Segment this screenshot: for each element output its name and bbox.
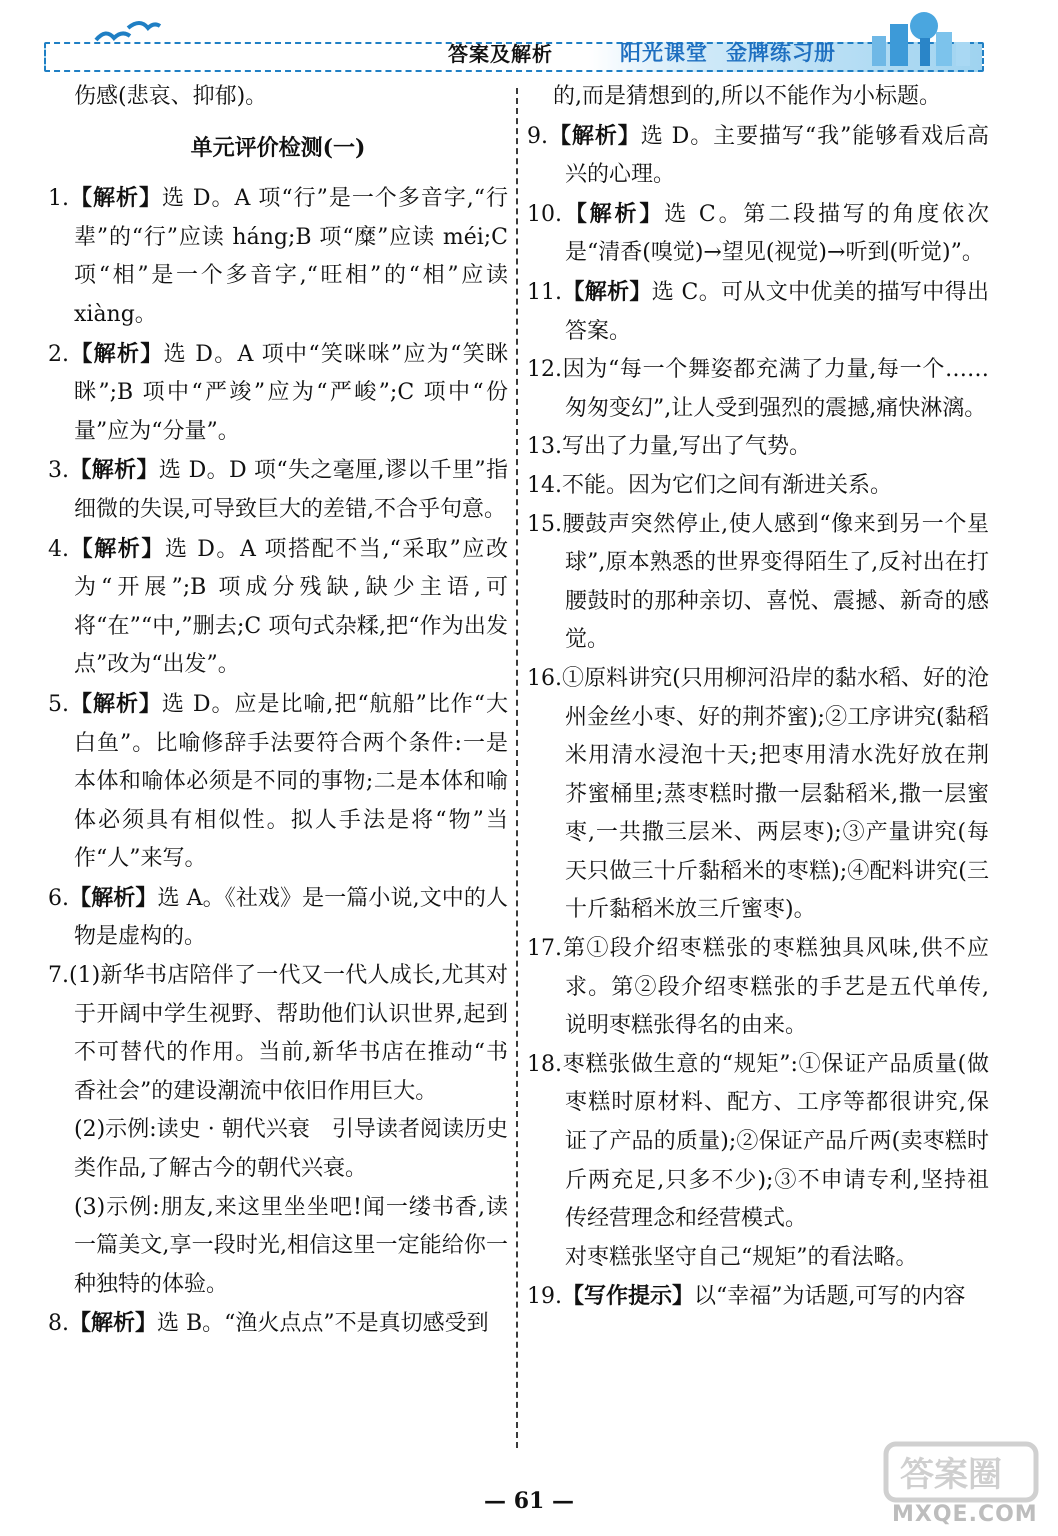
item-tag: 【解析】 bbox=[69, 690, 162, 717]
header-title: 答案及解析 bbox=[448, 42, 553, 66]
item-number: 19. bbox=[527, 1284, 562, 1310]
item-number: 11. bbox=[527, 279, 562, 305]
item-text: 腰鼓声突然停止,使人感到“像来到另一个星球”,原本熟悉的世界变得陌生了,反衬出在打腰鼓时的那种亲切、喜悦、震撼、新奇的感觉。 bbox=[562, 511, 989, 653]
answer-item bbox=[527, 351, 989, 428]
item-number: 15. bbox=[527, 511, 562, 537]
item-text: 枣糕张做生意的“规矩”:①保证产品质量(做枣糕时原材料、配方、工序等都很讲究,保证了产品的质量);②保证产品斤两(卖枣糕时斤两充足,只多不少);③不申请专利,坚持祖传经营理念和经营模式。 bbox=[562, 1051, 989, 1232]
answer-item bbox=[527, 660, 989, 930]
answer-item bbox=[527, 1046, 989, 1239]
item-number: 16. bbox=[527, 665, 562, 691]
answer-item bbox=[527, 195, 989, 273]
item-text: (1)新华书店陪伴了一代又一代人成长,尤其对于开阔中学生视野、帮助他们认识世界,起到不可替代的作用。当前,新华书店在推动“书香社会”的建设潮流中依旧作用巨大。 bbox=[69, 963, 508, 1104]
item8-continuation: 的,而是猜想到的,所以不能作为小标题。 bbox=[553, 84, 941, 109]
item-number: 12. bbox=[527, 357, 562, 383]
answer-item bbox=[48, 685, 508, 879]
item-tag: 【解析】 bbox=[69, 535, 165, 562]
answer-item bbox=[48, 957, 508, 1111]
item18-extra: 对枣糕张坚守自己“规矩”的看法略。 bbox=[565, 1244, 918, 1270]
item-tag: 【解析】 bbox=[69, 884, 158, 911]
birds-icon bbox=[92, 18, 162, 54]
item-text: 选 D。A 项中“笑咪咪”应为“笑眯眯”;B 项中“严竣”应为“严峻”;C 项中“份量”应为“分量”。 bbox=[74, 341, 508, 444]
page-header bbox=[0, 0, 1058, 80]
item-number: 6. bbox=[48, 885, 69, 911]
item-text: 选 A。《社戏》是一篇小说,文中的人物是虚构的。 bbox=[74, 885, 508, 950]
item-text: ①原料讲究(只用柳河沿岸的黏水稻、好的沧州金丝小枣、好的荆芥蜜);②工序讲究(黏稻米用清水浸泡十天;把枣用清水洗好放在荆芥蜜桶里;蒸枣糕时撒一层黏稻米,撒一层蜜枣,一共撒三层米、两层枣);③产量讲究(每天只做三十斤黏稻米的枣糕);④配料讲究(三十斤黏稻米放三斤蜜枣)。 bbox=[562, 665, 989, 923]
item-text: 选 D。A 项搭配不当,“采取”应改为“开展”;B 项成分残缺,缺少主语,可将“在”“中,”删去;C 项句式杂糅,把“作为出发点”改为“出发”。 bbox=[74, 536, 508, 678]
item-number: 9. bbox=[527, 123, 548, 149]
answer-item bbox=[48, 879, 508, 957]
answer-item bbox=[527, 506, 989, 660]
city-decoration-icon bbox=[862, 6, 980, 72]
right-column bbox=[527, 78, 989, 1317]
brand-right: 金牌练习册 bbox=[726, 41, 836, 65]
answer-item-8 bbox=[48, 1304, 508, 1344]
answer-item bbox=[527, 930, 989, 1046]
item-text: 不能。因为它们之间有渐进关系。 bbox=[562, 472, 893, 498]
item-text: 因为“每一个舞姿都充满了力量,每一个……匆匆变幻”,让人受到强烈的震撼,痛快淋漓。 bbox=[562, 357, 989, 421]
item7-part3: (3)示例:朋友,来这里坐坐吧!闻一缕书香,读一篇美文,享一段时光,相信这里一定能给你一种独特的体验。 bbox=[74, 1194, 508, 1297]
answer-item bbox=[48, 335, 508, 452]
item7-part2: (2)示例:读史 · 朝代兴衰 引导读者阅读历史类作品,了解古今的朝代兴衰。 bbox=[74, 1117, 508, 1182]
item-text: 写出了力量,写出了气势。 bbox=[562, 434, 811, 460]
left-column bbox=[48, 78, 508, 1344]
item-number: 4. bbox=[48, 536, 69, 562]
item-tag: 【解析】 bbox=[69, 340, 164, 367]
item-text: 选 D。主要描写“我”能够看戏后高兴的心理。 bbox=[565, 123, 989, 188]
brand-title bbox=[620, 37, 854, 67]
item-text: 选 D。A 项“行”是一个多音字,“行辈”的“行”应读 háng;B 项“糜”应读 méi;C 项“相”是一个多音字,“旺相”的“相”应读 xiàng。 bbox=[74, 186, 508, 327]
item-text: 第①段介绍枣糕张的枣糕独具风味,供不应求。第②段介绍枣糕张的手艺是五代单传,说明枣糕张得名的由来。 bbox=[562, 936, 989, 1039]
item-number: 7. bbox=[48, 963, 69, 989]
item-tag: 【写作提示】 bbox=[562, 1283, 695, 1310]
intro-line: 伤感(悲哀、抑郁)。 bbox=[74, 84, 268, 109]
answer-item bbox=[527, 117, 989, 195]
item-number: 10. bbox=[527, 201, 562, 227]
answer-item-19 bbox=[527, 1277, 989, 1317]
column-divider bbox=[516, 88, 518, 1448]
item-number: 1. bbox=[48, 186, 69, 212]
item-tag: 【解析】 bbox=[69, 185, 162, 212]
item-number: 3. bbox=[48, 458, 69, 484]
answer-item bbox=[527, 467, 989, 506]
item-text: 选 C。第二段描写的角度依次是“清香(嗅觉)→望见(视觉)→听到(听觉)”。 bbox=[565, 201, 989, 266]
item-number: 17. bbox=[527, 936, 562, 962]
item-text: 选 D。应是比喻,把“航船”比作“大白鱼”。比喻修辞手法要符合两个条件:一是本体和喻体必须是不同的事物;二是本体和喻体必须具有相似性。拟人手法是将“物”当作“人”来写。 bbox=[74, 691, 508, 872]
answer-item bbox=[48, 530, 508, 685]
page-number: — 61 — bbox=[484, 1488, 574, 1514]
item-text: 选 D。D 项“失之毫厘,谬以千里”指细微的失误,可导致巨大的差错,不合乎句意。 bbox=[74, 458, 508, 522]
section-title: 单元评价检测(一) bbox=[190, 134, 366, 161]
item-number: 18. bbox=[527, 1051, 562, 1077]
item-tag: 【解析】 bbox=[562, 200, 665, 227]
item-text: 选 B。“渔火点点”不是真切感受到 bbox=[157, 1311, 489, 1337]
item-number: 13. bbox=[527, 434, 562, 460]
item-number: 14. bbox=[527, 472, 562, 498]
answer-item bbox=[527, 273, 989, 351]
left-answer-list bbox=[48, 179, 508, 1111]
item-tag: 【解析】 bbox=[69, 457, 159, 484]
item-number: 2. bbox=[48, 341, 69, 367]
watermark-logo-text: 答案圈 bbox=[900, 1455, 1002, 1495]
item-tag: 【解析】 bbox=[548, 122, 641, 149]
item-text: 以“幸福”为话题,可写的内容 bbox=[694, 1284, 966, 1310]
item-text: 选 C。可从文中优美的描写中得出答案。 bbox=[565, 279, 989, 344]
answer-item bbox=[48, 179, 508, 334]
answer-item bbox=[527, 428, 989, 467]
item-number: 8. bbox=[48, 1311, 69, 1337]
item-number: 5. bbox=[48, 691, 69, 717]
watermark-text: MXQE.COM bbox=[892, 1502, 1038, 1527]
item-tag: 【解析】 bbox=[562, 278, 652, 305]
item-tag: 【解析】 bbox=[69, 1310, 158, 1337]
right-answer-list bbox=[527, 117, 989, 1239]
brand-left: 阳光课堂 bbox=[620, 41, 708, 65]
answer-item bbox=[48, 451, 508, 529]
